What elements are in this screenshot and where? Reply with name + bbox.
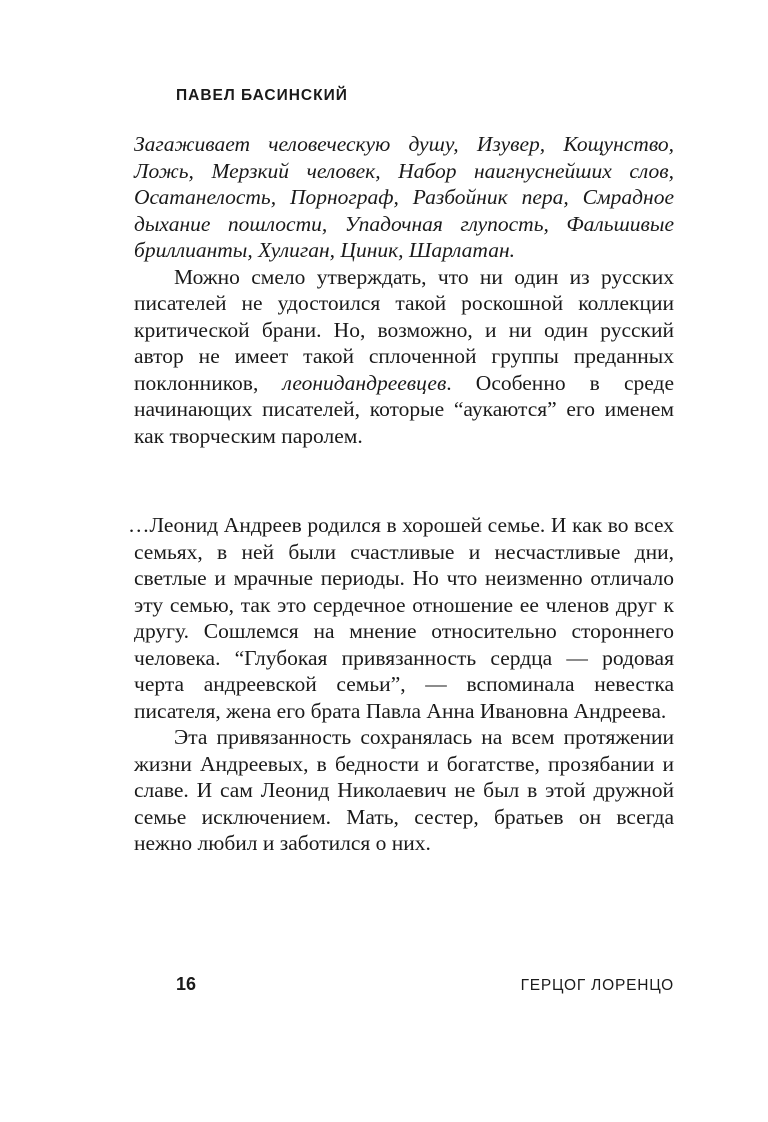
paragraph-text: Можно смело утверждать, что ни один из русских писателей не удостоился такой роскошной коллекции критической брани. Но, возможно, и ни один русский автор не имеет такой сплоченной группы преданных поклонников,	[134, 264, 674, 395]
paragraph-text: . Особенно в среде начинающих писателей, которые “аукаются” его именем как творческим паролем.	[134, 370, 674, 448]
page-number: 16	[176, 974, 197, 994]
body-paragraph-2: …Леонид Андреев родился в хорошей семье. И как во всех семьях, в ней были счастливые и несчастливые дни, светлые и мрачные периоды. Но что неизменно отличало эту семью, так это сердечное отношение ее членов друг к другу. Сошлемся на мнение относительно стороннего человека. “Глубокая привязанность сердца — родовая черта андреевской семьи”, — вспоминала невестка писателя, жена его брата Павла Анна Ивановна Андреева.	[128, 513, 674, 723]
text-block-bottom	[128, 512, 674, 857]
book-title: ГЕРЦОГ ЛОРЕНЦО	[520, 977, 674, 994]
body-paragraph-3: Эта привязанность сохранялась на всем протяжении жизни Андреевых, в бедности и богатстве, прозябании и славе. И сам Леонид Николаевич не был в этой дружной семье исключением. Мать, сестер, братьев он всегда нежно любил и заботился о них.	[134, 725, 674, 855]
text-block-top	[134, 131, 674, 449]
body-paragraph-1	[134, 264, 674, 450]
italic-term: леонидандреевцев	[282, 370, 447, 395]
running-head: ПАВЕЛ БАСИНСКИЙ	[176, 87, 348, 104]
quote-list-paragraph: Загаживает человеческую душу, Изувер, Кощунство, Ложь, Мерзкий человек, Набор наигнуснейших слов, Осатанелость, Порнограф, Разбойник пера, Смрадное дыхание пошлости, Упадочная глупость, Фальшивые бриллианты, Хулиган, Циник, Шарлатан.	[134, 132, 674, 262]
